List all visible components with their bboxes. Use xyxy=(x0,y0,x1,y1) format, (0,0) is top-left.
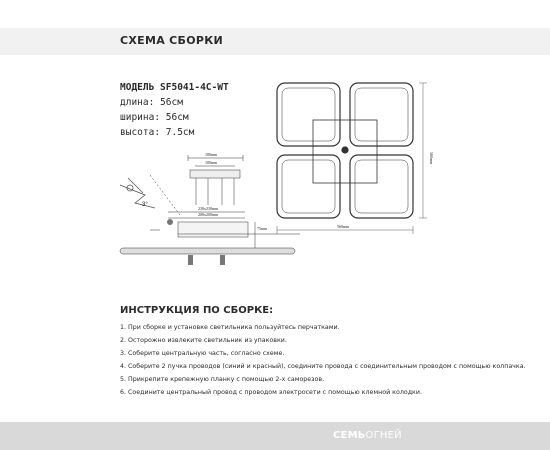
square-frame-inner-top-right xyxy=(355,88,408,141)
dim-top-2: 100mm xyxy=(205,160,218,165)
footer-bar xyxy=(0,422,550,450)
square-frame-bottom-right xyxy=(350,155,413,218)
instruction-step: 5. Прикрепите крепежную планку с помощью 2-х саморезов. xyxy=(120,375,325,383)
dim-total-height: 560mm xyxy=(429,152,434,165)
brand-logo xyxy=(333,430,402,441)
dim-top-1: 180mm xyxy=(205,152,218,157)
length-spec: длина: 56см xyxy=(120,97,183,108)
square-frame-bottom-left xyxy=(277,155,340,218)
instruction-step: 6. Соедините центральный провод с проводом электросети с помощью клемной колодки. xyxy=(120,388,422,396)
dim-height: 75mm xyxy=(257,226,268,231)
instruction-step: 4. Соберите 2 пучка проводов (синий и красный), соедините провода с соединительным проводом с помощью колпачка. xyxy=(120,362,526,370)
center-mount-point xyxy=(342,147,348,153)
model-label: МОДЕЛЬ SF5041-4C-WT xyxy=(120,82,229,93)
instruction-step: 3. Соберите центральную часть, согласно схеме. xyxy=(120,349,285,357)
brand-light: ОГНЕЙ xyxy=(365,430,402,441)
width-spec: ширина: 56см xyxy=(120,112,189,123)
fixture-top-view xyxy=(277,83,413,218)
instruction-step: 1. При сборке и установке светильника пользуйтесь перчатками. xyxy=(120,324,340,331)
wire-bundle xyxy=(120,178,155,208)
fixture-profile xyxy=(120,248,295,254)
page-title: СХЕМА СБОРКИ xyxy=(120,34,224,47)
dim-total-width: 560mm xyxy=(337,224,350,229)
square-frame-top-right xyxy=(350,83,413,146)
angle-label: 3° xyxy=(142,202,148,208)
square-frame-top-left xyxy=(277,83,340,146)
dim-mid-2: 200x200mm xyxy=(198,212,219,217)
square-frame-inner-bottom-left xyxy=(282,160,335,213)
instruction-step: 2. Осторожно извлеките светильник из упаковки. xyxy=(120,336,287,344)
square-frame-inner-bottom-right xyxy=(355,160,408,213)
height-spec: высота: 7.5см xyxy=(120,127,195,138)
dim-mid-1: 230x230mm xyxy=(198,206,219,211)
instructions-title: ИНСТРУКЦИЯ ПО СБОРКЕ: xyxy=(120,305,274,316)
instructions-list xyxy=(120,323,540,400)
square-frame-inner-top-left xyxy=(282,88,335,141)
brand-bold: СЕМЬ xyxy=(333,430,366,441)
